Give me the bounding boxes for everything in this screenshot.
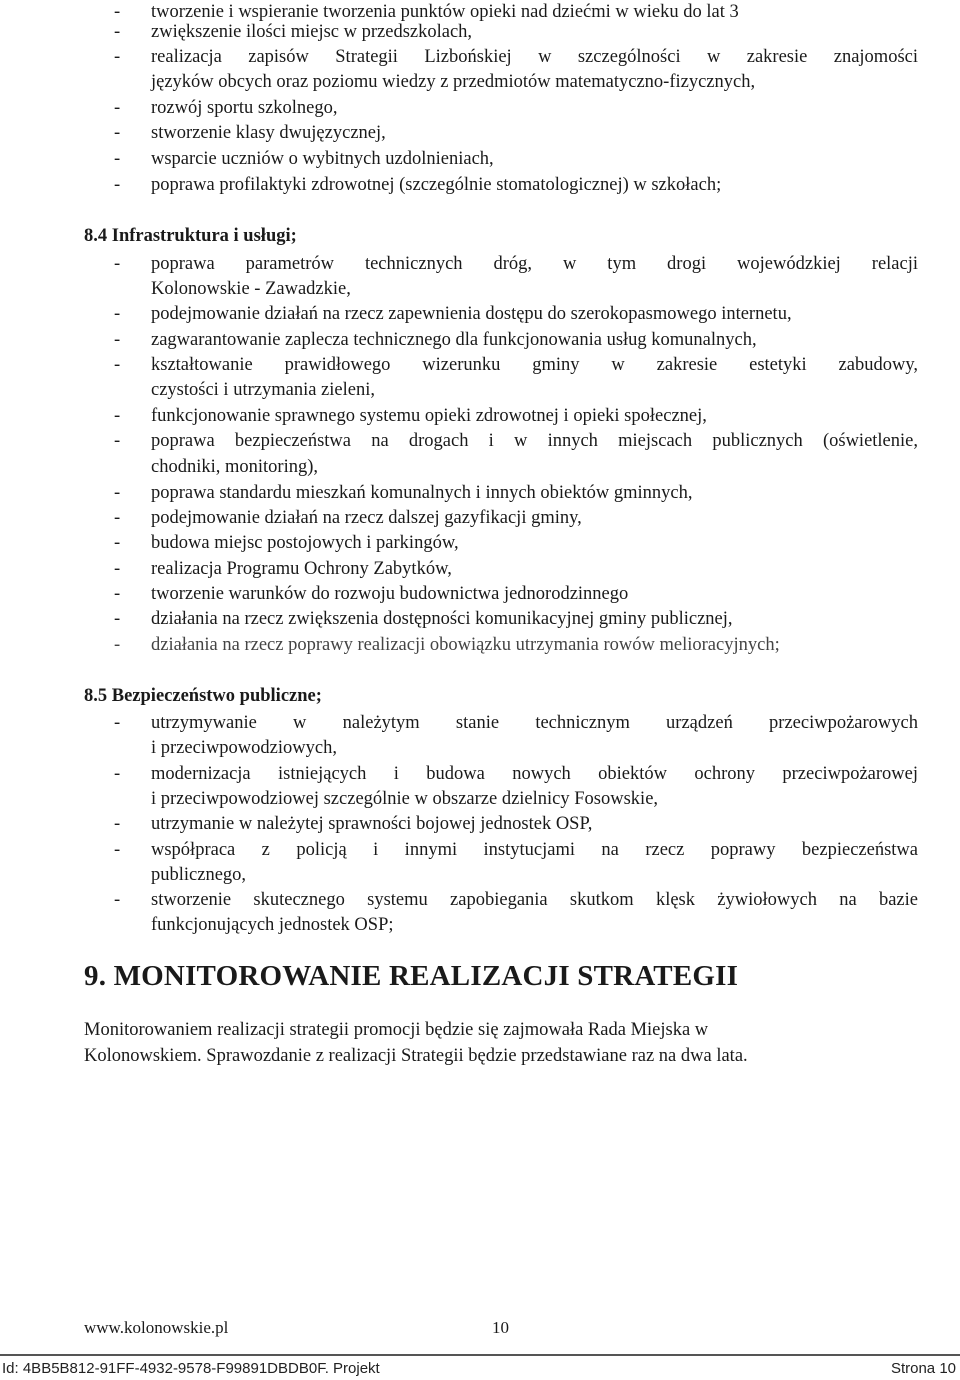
bullet-dash: -	[114, 22, 121, 42]
list-item-continuation: języków obcych oraz poziomu wiedzy z przedmiotów matematyczno-fizycznych,	[151, 72, 756, 92]
list-item-continuation: publicznego,	[151, 865, 247, 885]
bullet-dash: -	[114, 713, 121, 733]
bullet-dash: -	[114, 609, 121, 629]
bullet-dash: -	[114, 559, 121, 579]
bullet-dash: -	[114, 840, 121, 860]
footer-strona: Strona 10	[890, 1360, 956, 1377]
bullet-dash: -	[114, 47, 121, 67]
bullet-dash: -	[114, 304, 121, 324]
list-item: - podejmowanie działań na rzecz zapewnienia dostępu do szerokopasmowego internetu,	[116, 302, 918, 328]
list-item: - zwiększenie ilości miejsc w przedszkolach,	[116, 20, 918, 46]
bullet-dash: -	[114, 483, 121, 503]
list-item: - utrzymanie w należytej sprawności bojowej jednostek OSP,	[116, 812, 918, 838]
footer-divider	[0, 1354, 960, 1356]
list-item: - utrzymywanie w należytym stanie technicznym urządzeń przeciwpożarowych	[116, 711, 918, 737]
section-heading-9: 9. MONITOROWANIE REALIZACJI STRATEGII	[84, 960, 739, 992]
list-item-continuation: Kolonowskie - Zawadzkie,	[151, 279, 351, 299]
bullet-dash: -	[114, 635, 121, 655]
paragraph-line: Kolonowskiem. Sprawozdanie z realizacji Strategii będzie przedstawiane raz na dwa lata.	[84, 1045, 748, 1066]
list-item: - wsparcie uczniów o wybitnych uzdolnieniach,	[116, 147, 918, 173]
bullet-dash: -	[114, 98, 121, 118]
list-item-continuation: funkcjonujących jednostek OSP;	[151, 915, 394, 935]
list-item-continuation: czystości i utrzymania zieleni,	[151, 380, 375, 400]
bullet-dash: -	[114, 764, 121, 784]
bullet-dash: -	[114, 508, 121, 528]
bullet-dash: -	[114, 254, 121, 274]
list-item: - stworzenie skutecznego systemu zapobiegania skutkom klęsk żywiołowych na bazie	[116, 888, 918, 914]
bullet-dash: -	[114, 123, 121, 143]
list-item: - stworzenie klasy dwujęzycznej,	[116, 121, 918, 147]
list-item: - rozwój sportu szkolnego,	[116, 96, 918, 122]
list-item: - realizacja Programu Ochrony Zabytków,	[116, 557, 918, 583]
list-item: - współpraca z policją i innymi instytucjami na rzecz poprawy bezpieczeństwa	[116, 838, 918, 864]
list-item: - tworzenie warunków do rozwoju budownictwa jednorodzinnego	[116, 582, 918, 608]
bullet-dash: -	[114, 533, 121, 553]
bullet-dash: -	[114, 355, 121, 375]
footer-page-number: 10	[492, 1318, 509, 1337]
bullet-dash: -	[114, 406, 121, 426]
list-item: - realizacja zapisów Strategii Lizbońskiej w szczególności w zakresie znajomości	[116, 45, 918, 71]
monitoring-paragraph	[84, 1018, 884, 1069]
section-heading-8-4: 8.4 Infrastruktura i usługi;	[84, 226, 297, 246]
bullet-dash: -	[114, 431, 121, 451]
bullet-dash: -	[114, 330, 121, 350]
footer-url: www.kolonowskie.pl	[84, 1318, 229, 1337]
list-item: - funkcjonowanie sprawnego systemu opieki zdrowotnej i opieki społecznej,	[116, 404, 918, 430]
paragraph-line: Monitorowaniem realizacji strategii promocji będzie się zajmowała Rada Miejska w	[84, 1020, 709, 1040]
bullet-dash: -	[114, 814, 121, 834]
list-item-continuation: i przeciwpowodziowych,	[151, 738, 337, 758]
list-item-continuation: i przeciwpowodziowej szczególnie w obszarze dzielnicy Fosowskie,	[151, 789, 659, 809]
bullet-dash: -	[114, 2, 121, 22]
list-item: - poprawa profilaktyki zdrowotnej (szczególnie stomatologicznej) w szkołach;	[116, 173, 918, 199]
list-item: - zagwarantowanie zaplecza technicznego dla funkcjonowania usług komunalnych,	[116, 328, 918, 354]
list-item: - poprawa parametrów technicznych dróg, w tym drogi wojewódzkiej relacji	[116, 252, 918, 278]
bullet-dash: -	[114, 175, 121, 195]
bullet-dash: -	[114, 584, 121, 604]
list-item: - budowa miejsc postojowych i parkingów,	[116, 531, 918, 557]
list-item: - kształtowanie prawidłowego wizerunku gminy w zakresie estetyki zabudowy,	[116, 353, 918, 379]
bullet-dash: -	[114, 890, 121, 910]
section-heading-8-5: 8.5 Bezpieczeństwo publiczne;	[84, 686, 322, 706]
footer-document-id: Id: 4BB5B812-91FF-4932-9578-F99891DBDB0F. Projekt	[2, 1360, 380, 1377]
list-item: - podejmowanie działań na rzecz dalszej gazyfikacji gminy,	[116, 506, 918, 532]
list-item: - działania na rzecz poprawy realizacji obowiązku utrzymania rowów melioracyjnych;	[116, 633, 918, 659]
list-item-continuation: chodniki, monitoring),	[151, 457, 318, 477]
list-item: - tworzenie i wspieranie tworzenia punktów opieki nad dziećmi w wieku do lat 3	[116, 0, 918, 26]
list-item: - poprawa bezpieczeństwa na drogach i w innych miejscach publicznych (oświetlenie,	[116, 429, 918, 455]
list-item: - modernizacja istniejących i budowa nowych obiektów ochrony przeciwpożarowej	[116, 762, 918, 788]
bullet-dash: -	[114, 149, 121, 169]
list-item: - działania na rzecz zwiększenia dostępności komunikacyjnej gminy publicznej,	[116, 607, 918, 633]
list-item: - poprawa standardu mieszkań komunalnych i innych obiektów gminnych,	[116, 481, 918, 507]
